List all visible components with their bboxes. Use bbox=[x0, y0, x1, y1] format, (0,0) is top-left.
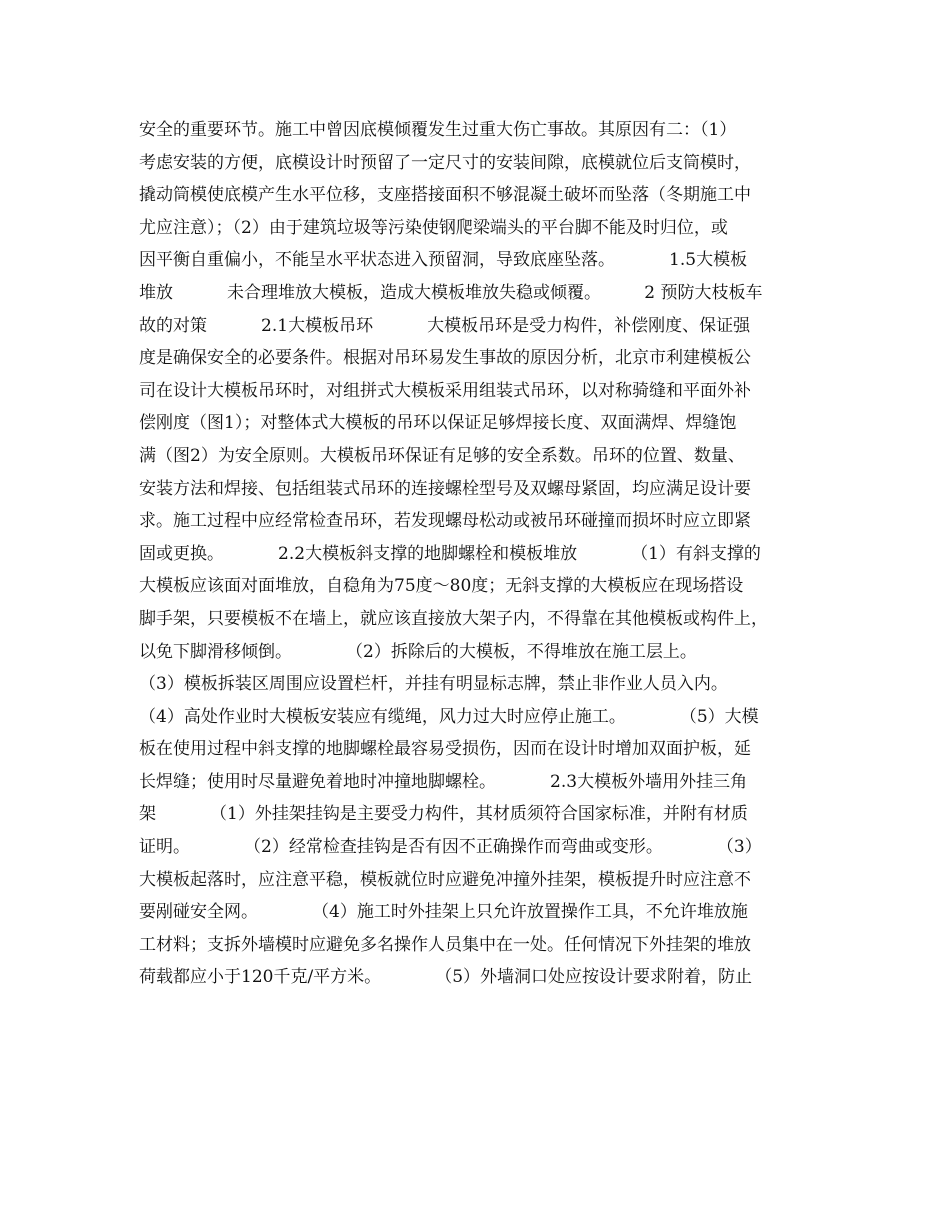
text-line: 安全的重要环节。施工中曾因底模倾覆发生过重大伤亡事故。其原因有二：（1） bbox=[139, 120, 737, 140]
text-line: 要剐碰安全网。 （4）施工时外挂架上只允许放置操作工具，不允许堆放施 bbox=[139, 902, 748, 923]
text-line: （4）高处作业时大模板安装应有缆绳，风力过大时应停止施工。 （5）大模 bbox=[139, 706, 759, 727]
text-line: 工材料；支拆外墙模时应避免多名操作人员集中在一处。任何情况下外挂架的堆放 bbox=[139, 934, 751, 955]
text-line: 板在使用过程中斜支撑的地脚螺栓最容易受损伤，因而在设计时增加双面护板，延 bbox=[139, 739, 751, 760]
text-line: 大模板应该面对面堆放，自稳角为75度～80度；无斜支撑的大模板应在现场搭设 bbox=[139, 576, 744, 597]
text-line: 满（图2）为安全原则。大模板吊环保证有足够的安全系数。吊环的位置、数量、 bbox=[139, 445, 745, 466]
text-line: 架 （1）外挂架挂钩是主要受力构件，其材质须符合国家标准，并附有材质 bbox=[139, 804, 748, 825]
text-line: 因平衡自重偏小，不能呈水平状态进入预留洞，导致底座坠落。 1.5大模板 bbox=[139, 250, 748, 271]
text-line: （3）模板拆装区周围应设置栏杆，并挂有明显标志牌，禁止非作业人员入内。 bbox=[139, 674, 728, 695]
text-line: 撬动筒模使底模产生水平位移，支座搭接面积不够混凝土破坏而坠落（冬期施工中 bbox=[139, 185, 751, 206]
text-line: 堆放 未合理堆放大模板，造成大模板堆放失稳或倾覆。 2 预防大枝板车 bbox=[139, 282, 763, 303]
body-text bbox=[139, 114, 819, 994]
text-line: 求。施工过程中应经常检查吊环，若发现螺母松动或被吊环碰撞而损坏时应立即紧 bbox=[139, 511, 751, 532]
text-line: 长焊缝；使用时尽量避免着地时冲撞地脚螺栓。 2.3大模板外墙用外挂三角 bbox=[139, 771, 748, 792]
text-line: 司在设计大模板吊环时，对组拼式大模板采用组装式吊环，以对称骑缝和平面外补 bbox=[139, 380, 751, 401]
text-line: 证明。 （2）经常检查挂钩是否有因不正确操作而弯曲或变形。 （3） bbox=[139, 837, 762, 858]
text-line: 安装方法和焊接、包括组装式吊环的连接螺栓型号及双螺母紧固，均应满足设计要 bbox=[139, 478, 751, 499]
text-line: 固或更换。 2.2大模板斜支撑的地脚螺栓和模板堆放 （1）有斜支撑的 bbox=[139, 543, 761, 564]
text-line: 考虑安装的方便，底模设计时预留了一定尺寸的安装间隙，底模就位后支筒模时， bbox=[139, 152, 751, 173]
text-line: 荷载都应小于120千克/平方米。 （5）外墙洞口处应按设计要求附着，防止 bbox=[139, 967, 753, 988]
text-line: 度是确保安全的必要条件。根据对吊环易发生事故的原因分析，北京市利建模板公 bbox=[139, 348, 751, 369]
text-line: 脚手架，只要模板不在墙上，就应该直接放大架子内，不得靠在其他模板或构件上， bbox=[139, 608, 768, 629]
text-line: 大模板起落时，应注意平稳，模板就位时应避免冲撞外挂架，模板提升时应注意不 bbox=[139, 869, 751, 890]
text-line: 尤应注意）；（2）由于建筑垃圾等污染使钢爬梁端头的平台脚不能及时归位，或 bbox=[139, 217, 728, 238]
text-line: 以免下脚滑移倾倒。 （2）拆除后的大模板，不得堆放在施工层上。 bbox=[139, 641, 697, 662]
text-line: 故的对策 2.1大模板吊环 大模板吊环是受力构件，补偿刚度、保证强 bbox=[139, 315, 751, 336]
text-line: 偿刚度（图1）；对整体式大模板的吊环以保证足够焊接长度、双面满焊、焊缝饱 bbox=[139, 413, 737, 434]
